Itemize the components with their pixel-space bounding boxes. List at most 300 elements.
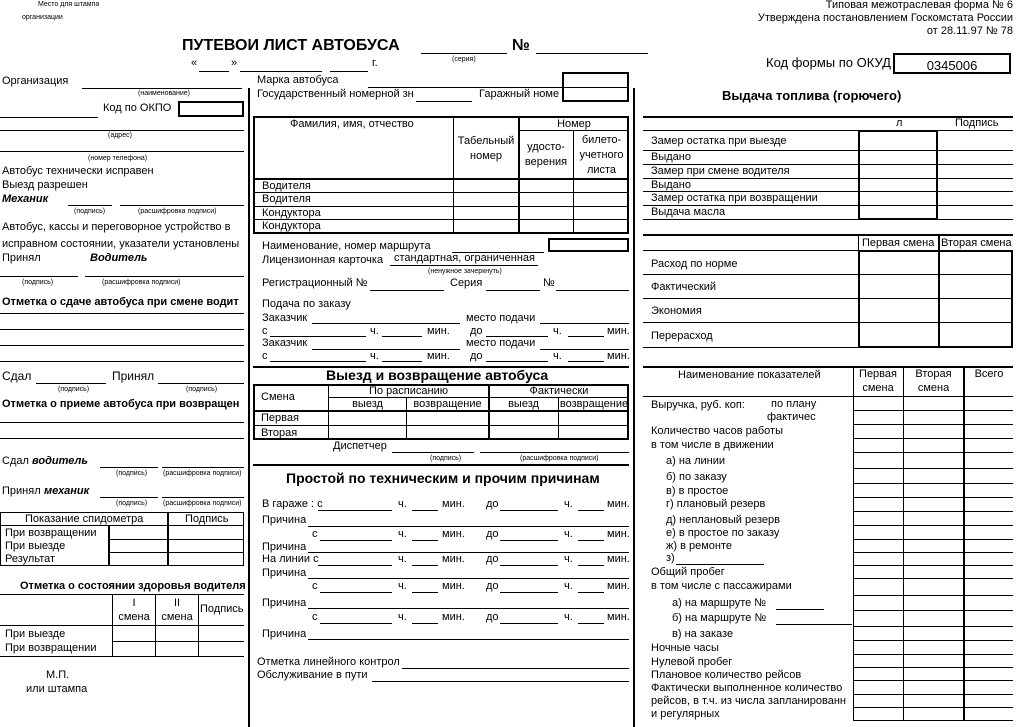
health-table-top (0, 594, 244, 595)
ind-line-3 (853, 438, 1013, 439)
consumption-row-4: Перерасход (651, 330, 713, 342)
exit-return-sched-exit: выезд (352, 398, 383, 410)
indicators-total: Всего (974, 368, 1004, 380)
strike-hint: (ненужное зачеркнуть) (428, 268, 502, 275)
handover-line-1[interactable] (0, 313, 244, 314)
place-1-line[interactable] (540, 323, 629, 324)
motion-item-f: е) в простое по заказу (666, 527, 780, 539)
row2-hours-2-line[interactable] (578, 540, 604, 541)
dispatcher-decode-line[interactable] (480, 452, 629, 453)
ind-line-21 (853, 694, 1013, 695)
consumption-row-line-2 (643, 298, 1013, 299)
reason-2-line[interactable] (308, 552, 629, 553)
state-number-label: Государственный номерной зн (257, 88, 414, 100)
exit-return-sched-return: возвращение (413, 398, 482, 410)
fuel-liters-header: л (896, 117, 903, 129)
on-line-to-line[interactable] (500, 565, 558, 566)
ind-line-16 (853, 626, 1013, 627)
ind-line-17 (853, 640, 1013, 641)
motion-item-b: б) по заказу (666, 471, 727, 483)
motion-item-a: а) на линии (666, 455, 726, 467)
title-series-line[interactable] (421, 53, 507, 54)
row4-to-line[interactable] (500, 592, 558, 593)
row4-hours-line[interactable] (412, 592, 438, 593)
motion-item-c: в) в простое (666, 485, 729, 497)
consumption-row-line-4 (643, 347, 1013, 348)
num-line[interactable] (556, 290, 629, 291)
handover-line-2[interactable] (0, 329, 244, 330)
on-order-label: в) на заказе (672, 628, 734, 640)
exit-allowed-label: Выезд разрешен (2, 179, 88, 191)
indicators-header-line (643, 396, 1013, 397)
hours-1-label: ч. (370, 325, 379, 337)
hours-2b-label: ч. (553, 350, 562, 362)
ind-line-20 (853, 680, 1013, 681)
zero-run-label: Нулевой пробег (651, 656, 733, 668)
min-2-label: мин. (427, 350, 450, 362)
total-run-label: Общий пробег (651, 566, 725, 578)
okud-code-box: 0345006 (893, 53, 1011, 74)
dispatcher-decode-hint: (расшифровка подписи) (520, 455, 599, 462)
crew-cert-header-1: удосто- (527, 141, 565, 153)
okpo-code-box[interactable] (178, 101, 244, 117)
accepted-label: Принял (2, 252, 41, 264)
motion-item-h: з) (666, 552, 675, 564)
stamp-or-label: или штампа (26, 683, 88, 695)
ind-line-12 (853, 565, 1013, 566)
health-shift1-num: I (132, 597, 136, 609)
reason-5-line[interactable] (308, 639, 629, 640)
speedometer-col-sep-2 (167, 512, 169, 566)
date-quote-open: « (191, 57, 198, 69)
crew-fio-header: Фамилия, имя, отчество (290, 118, 414, 130)
health-row-sep-2 (112, 641, 244, 642)
exit-return-shift-header: Смена (261, 391, 295, 403)
gave-label: Сдал (2, 369, 32, 383)
motion-item-h-line[interactable] (676, 564, 764, 565)
on-route-b-line[interactable] (776, 624, 852, 625)
row4-from: с (312, 580, 318, 592)
row4-hours-2: ч. (564, 580, 573, 592)
crew-number-subheader-line (518, 130, 629, 131)
handover-line-3[interactable] (0, 345, 244, 346)
row4-hours: ч. (398, 580, 407, 592)
speedometer-sign-header: Подпись (185, 513, 229, 525)
exit-return-first-row: Первая (261, 412, 299, 424)
row4-min-2: мин. (607, 580, 630, 592)
fuel-row-5: Замер остатка при возвращении (651, 192, 818, 204)
customer-2-label: Заказчик (262, 337, 308, 349)
ind-line-4 (853, 452, 1013, 453)
fuel-title: Выдача топлива (горючего) (722, 88, 902, 103)
okud-label: Код формы по ОКУД (766, 55, 891, 70)
service-line[interactable] (372, 681, 629, 682)
in-garage-to: до (486, 498, 499, 510)
row5-to: до (486, 611, 499, 623)
row5-min-2: мин. (607, 611, 630, 623)
consumption-first-header: Первая смена (862, 237, 935, 249)
exit-return-row-sep (253, 425, 629, 426)
row2-from: с (312, 528, 318, 540)
crew-row-conductor-1: Кондуктора (262, 207, 321, 219)
speedometer-row-sep-1 (0, 525, 244, 526)
return-line-1[interactable] (0, 422, 244, 423)
gave-driver-role: водитель (32, 455, 88, 467)
idle-title: Простой по техническим и прочим причинам (286, 470, 600, 486)
route-name-label: Наименование, номер маршрута (262, 240, 431, 252)
indicators-header: Наименование показателей (678, 369, 821, 381)
row2-to: до (486, 528, 499, 540)
in-garage-to-line[interactable] (500, 510, 558, 511)
crew-row-driver-2: Водителя (262, 193, 311, 205)
reason-5-label: Причина (262, 628, 307, 640)
title-number-line[interactable] (536, 53, 648, 54)
hours-2-line[interactable] (382, 361, 422, 362)
ind-line-19 (853, 667, 1013, 668)
row5-from-line[interactable] (320, 623, 392, 624)
on-line-min: мин. (442, 553, 465, 565)
handover-mark-heading: Отметка о сдаче автобуса при смене водит (2, 296, 239, 308)
crew-tab-header-1: Табельный (457, 135, 515, 147)
name-hint: (наименование) (138, 90, 190, 97)
fuel-header-line (643, 130, 1013, 131)
hours-2-label: ч. (370, 350, 379, 362)
consumption-row-line-1 (643, 274, 1013, 275)
on-route-b-label: б) на маршруте № (672, 612, 767, 624)
crew-col-sep-2 (518, 116, 520, 234)
consumption-row-3: Экономия (651, 305, 702, 317)
column-divider-right (633, 88, 635, 727)
gave-driver-sign-hint: (подпись) (116, 470, 148, 477)
reg-number-line[interactable] (370, 290, 444, 291)
line-control-label: Отметка линейного контрол (257, 656, 400, 668)
indicators-top (643, 366, 1013, 368)
health-sign-header: Подпись (200, 603, 244, 615)
row4-hours-2-line[interactable] (578, 592, 604, 593)
crew-row-conductor-2: Кондуктора (262, 220, 321, 232)
to-2-line[interactable] (486, 361, 548, 362)
row4-min: мин. (442, 580, 465, 592)
in-garage-min: мин. (442, 498, 465, 510)
speedometer-return-label: При возвращении (5, 527, 97, 539)
from-2-line[interactable] (270, 361, 366, 362)
on-line-to: до (486, 553, 499, 565)
health-row-sep-1 (0, 625, 244, 626)
row2-from-line[interactable] (320, 540, 392, 541)
place-1-label: место подачи (466, 312, 536, 324)
from-2-label: с (262, 350, 268, 362)
mechanic-sign-line[interactable] (68, 205, 112, 206)
speedometer-header: Показание спидометра (25, 513, 144, 525)
devices-text-2: исправном состоянии, указатели установлены (2, 238, 240, 250)
page-title: ПУТЕВОИ ЛИСТ АВТОБУСА (182, 37, 400, 54)
health-mark-heading: Отметка о состоянии здоровья водителя (20, 580, 246, 592)
from-1-label: с (262, 325, 268, 337)
address-hint: (адрес) (108, 132, 132, 139)
ind-line-10 (853, 539, 1013, 540)
handover-line-4[interactable] (0, 361, 244, 362)
indicators-second-1: Вторая (915, 368, 952, 380)
ind-line-9 (853, 525, 1013, 526)
reason-1-label: Причина (262, 514, 307, 526)
speedometer-result-label: Результат (5, 553, 56, 565)
row2-min: мин. (442, 528, 465, 540)
exit-return-actual-header: Фактически (529, 385, 589, 397)
gave-driver-sign-line[interactable] (100, 467, 158, 468)
done-trips-label-2: рейсов, в т.ч. из числа запланированн (651, 695, 847, 707)
reason-3-line[interactable] (308, 578, 629, 579)
planned-trips-label: Плановое количество рейсов (651, 669, 802, 681)
motion-item-e: д) неплановый резерв (666, 514, 780, 526)
exit-return-act-return: возвращение (559, 398, 629, 410)
stamp-mp-label: М.П. (46, 669, 70, 681)
took-mech-sign-line[interactable] (100, 497, 158, 498)
reason-2-label: Причина (262, 541, 307, 553)
fuel-liters-column (858, 130, 938, 220)
driver-sign-line[interactable] (0, 276, 78, 277)
to-1-label: до (470, 325, 483, 337)
speedometer-row-sep-3 (108, 552, 244, 553)
license-card-line[interactable] (390, 265, 538, 266)
mechanic-decode-hint: (расшифровка подписи) (138, 208, 217, 215)
took-mech-role: механик (44, 485, 90, 497)
consumption-col-sep (938, 234, 940, 348)
motion-item-d: г) плановый резерв (666, 498, 766, 510)
on-line-hours-line[interactable] (412, 565, 438, 566)
revenue-label: Выручка, руб. коп: (651, 399, 745, 411)
crew-col-sep-1 (453, 116, 454, 234)
row5-hours-line[interactable] (412, 623, 438, 624)
on-line-label: На линии с (262, 553, 319, 565)
ind-line-6 (853, 483, 1013, 484)
hours-1b-label: ч. (553, 325, 562, 337)
indicators-first-2: смена (862, 382, 894, 394)
row2-hours-line[interactable] (412, 540, 438, 541)
bus-ok-label: Автобус технически исправен (2, 165, 154, 177)
min-1-label: мин. (427, 325, 450, 337)
health-return-label: При возвращении (5, 642, 97, 654)
row5-hours-2: ч. (564, 611, 573, 623)
ind-line-2 (853, 424, 1013, 425)
driver-sign-hint: (подпись) (22, 279, 54, 286)
date-year-line[interactable] (330, 71, 368, 72)
consumption-second-header: Вторая смена (941, 237, 1012, 249)
ind-line-23 (853, 720, 1013, 721)
in-garage-from-line[interactable] (318, 510, 392, 511)
in-garage-label: В гараже : с (262, 498, 323, 510)
took-line[interactable] (158, 383, 244, 384)
on-line-hours-2-line[interactable] (578, 565, 604, 566)
revenue-plan-label: по плану (771, 398, 817, 410)
row2-hours: ч. (398, 528, 407, 540)
health-shift2-num: II (173, 597, 181, 609)
approved-label: Утверждена постановлением Госкомстата России (757, 12, 1013, 24)
took-mech-decode-line[interactable] (162, 497, 244, 498)
on-line-min-2: мин. (607, 553, 630, 565)
gave-driver-decode-hint: (расшифровка подписи) (163, 470, 242, 477)
organization-line[interactable] (82, 88, 242, 89)
reason-4-label: Причина (262, 597, 307, 609)
with-pass-label: в том числе с пассажирами (651, 580, 792, 592)
garage-number-label: Гаражный номе (479, 88, 560, 100)
line-control-line[interactable] (402, 668, 629, 669)
ind-line-8 (853, 511, 1013, 512)
min-2b-label: мин. (607, 350, 630, 362)
in-garage-hours-2-line[interactable] (578, 510, 604, 511)
exit-return-schedule-header: По расписанию (368, 385, 448, 397)
address-line-2[interactable] (0, 130, 244, 131)
ind-line-13 (853, 578, 1013, 579)
exit-return-second-row: Вторая (261, 427, 298, 439)
in-motion-label: в том числе в движении (651, 439, 774, 451)
consumption-row-line-3 (643, 322, 1013, 323)
crew-ticket-header-1: билето- (581, 134, 622, 146)
consumption-row-1: Расход по норме (651, 258, 738, 270)
crew-number-header: Номер (557, 118, 591, 130)
gave-line[interactable] (36, 383, 106, 384)
gave-driver-decode-line[interactable] (162, 467, 244, 468)
number-sign: № (512, 37, 530, 54)
fuel-row-1: Замер остатка при выезде (651, 135, 787, 147)
done-trips-label-1: Фактически выполненное количество (651, 682, 843, 694)
fuel-sign-header: Подпись (955, 117, 999, 129)
row5-from: с (312, 611, 318, 623)
indicators-second-2: смена (917, 382, 950, 394)
fuel-row-3: Замер при смене водителя (651, 165, 790, 177)
night-hours-label: Ночные часы (651, 642, 719, 654)
speedometer-col-sep-1 (108, 525, 110, 566)
driver-decode-line[interactable] (85, 276, 244, 277)
revenue-actual-label: фактичес (767, 411, 816, 423)
route-number-box[interactable] (548, 238, 629, 252)
license-card-value: стандартная, ограниченная (394, 252, 535, 264)
series-label: Серия (450, 277, 483, 289)
indicators-first-1: Первая (859, 368, 897, 380)
took-label: Принял (112, 369, 155, 383)
reason-3-label: Причина (262, 567, 307, 579)
series-hint: (серия) (452, 56, 476, 63)
reason-4-line[interactable] (308, 608, 629, 609)
in-garage-hours-2: ч. (564, 498, 573, 510)
hours-1b-line[interactable] (568, 336, 604, 337)
license-card-label: Лицензионная карточка (262, 254, 384, 266)
row2-min-2: мин. (607, 528, 630, 540)
ind-line-5 (853, 468, 1013, 469)
hours-1-line[interactable] (382, 336, 422, 337)
on-route-a-label: а) на маршруте № (672, 597, 767, 609)
on-route-a-line[interactable] (776, 609, 824, 610)
in-garage-min-2: мин. (607, 498, 630, 510)
exit-return-act-exit: выезд (508, 398, 539, 410)
return-line-2[interactable] (0, 438, 244, 439)
row5-min: мин. (442, 611, 465, 623)
to-2-label: до (470, 350, 483, 362)
on-line-hours-2: ч. (564, 553, 573, 565)
state-number-line[interactable] (416, 101, 472, 102)
dispatcher-label: Диспетчер (333, 440, 387, 452)
okpo-label: Код по ОКПО (103, 102, 172, 114)
stamp-place-label-2: организации (22, 14, 63, 21)
in-garage-hours: ч. (398, 498, 407, 510)
gave-driver-label: Сдал (2, 455, 29, 467)
customer-1-label: Заказчик (262, 312, 308, 324)
gave-sign-hint: (подпись) (58, 386, 90, 393)
consumption-row-2: Фактический (651, 281, 717, 293)
health-shift1-word: смена (118, 611, 150, 623)
driver-decode-hint: (расшифровка подписи) (102, 279, 181, 286)
bus-brand-label: Марка автобуса (257, 74, 339, 86)
address-line-1[interactable] (0, 117, 98, 118)
series-line[interactable] (486, 290, 540, 291)
row4-from-line[interactable] (320, 592, 392, 593)
ind-line-11 (853, 552, 1013, 553)
health-table-bottom (0, 656, 244, 657)
health-shift2-word: смена (161, 611, 193, 623)
date-day-line[interactable] (199, 71, 229, 72)
dispatcher-sign-line[interactable] (392, 452, 474, 453)
consumption-header-line (643, 250, 1013, 251)
column-divider-left (248, 88, 250, 727)
row4-to: до (486, 580, 499, 592)
mechanic-sign-hint: (подпись) (74, 208, 106, 215)
done-trips-label-3: и регулярных (651, 708, 720, 720)
in-garage-hours-line[interactable] (412, 510, 438, 511)
date-month-line[interactable] (240, 71, 322, 72)
phone-hint: (номер телефона) (88, 155, 148, 162)
return-mark-heading: Отметка о приеме автобуса при возвращен (2, 398, 240, 410)
motion-item-g: ж) в ремонте (666, 540, 732, 552)
form-type-label: Типовая межотраслевая форма № 6 (825, 0, 1013, 11)
fuel-row-line-3 (643, 178, 1013, 179)
organization-label: Организация (2, 75, 69, 87)
reason-1-line[interactable] (308, 526, 629, 527)
crew-cert-header-2: верения (524, 156, 568, 168)
hours-2b-line[interactable] (568, 361, 604, 362)
row2-to-line[interactable] (500, 540, 558, 541)
mechanic-decode-line[interactable] (120, 205, 244, 206)
ind-line-7 (853, 497, 1013, 498)
crew-row-driver-1: Водителя (262, 180, 311, 192)
crew-ticket-header-3: листа (586, 164, 617, 176)
crew-tab-header-2: номер (470, 150, 502, 162)
ind-line-1 (853, 410, 1013, 411)
crew-ticket-header-2: учетного (579, 149, 624, 161)
fuel-row-4: Выдано (651, 179, 691, 191)
on-line-hours: ч. (398, 553, 407, 565)
took-mech-label: Принял (2, 485, 41, 497)
devices-text-1: Автобус, кассы и переговорное устройство в (2, 221, 231, 233)
consumption-top (643, 234, 1013, 236)
reg-number-label: Регистрационный № (262, 277, 368, 289)
customer-1-line[interactable] (312, 323, 460, 324)
idle-top (253, 464, 629, 466)
row5-hours-2-line[interactable] (578, 623, 604, 624)
num-label: № (543, 277, 555, 289)
driver-label: Водитель (90, 252, 148, 264)
speedometer-row-sep-2 (108, 539, 244, 540)
phone-line[interactable] (0, 151, 244, 152)
fuel-row-line-6 (643, 219, 1013, 220)
took-sign-hint: (подпись) (186, 386, 218, 393)
row5-to-line[interactable] (500, 623, 558, 624)
ind-line-15 (853, 610, 1013, 611)
fuel-row-2: Выдано (651, 151, 691, 163)
took-mech-decode-hint: (расшифровка подписи) (163, 500, 242, 507)
consumption-header-sep-1 (858, 234, 859, 250)
consumption-value-cells (858, 250, 1013, 348)
on-line-from-line[interactable] (318, 565, 392, 566)
place-2-label: место подачи (466, 337, 536, 349)
